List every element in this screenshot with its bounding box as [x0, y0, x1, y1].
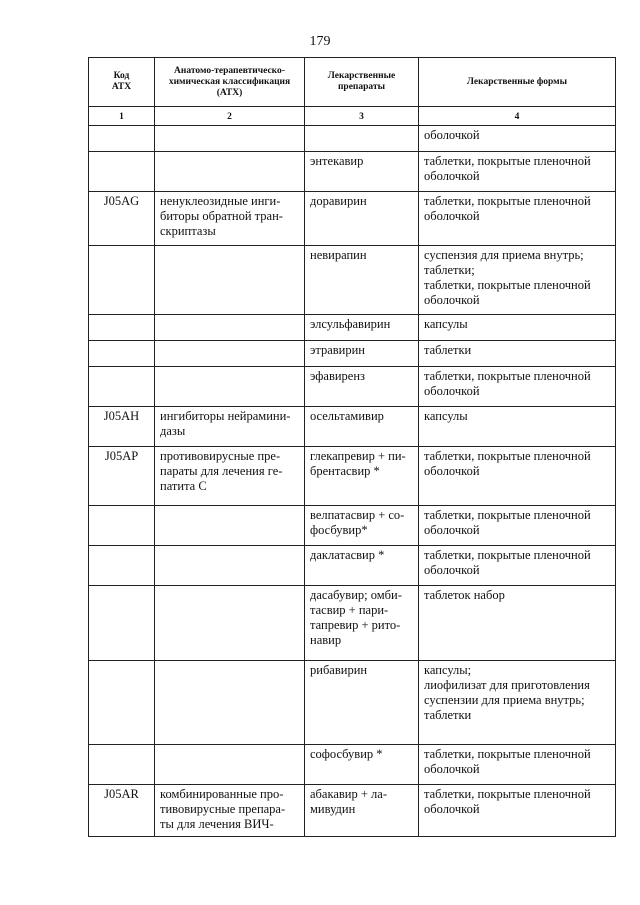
dosage-form-cell: таблетки, покрытые пленочной оболочкой [419, 506, 616, 546]
table-row [89, 341, 616, 367]
drug-name-cell: элсульфавирин [305, 315, 419, 341]
dosage-form-cell: капсулы; лиофилизат для приготовления суспензии для приема внутрь; таблетки [419, 661, 616, 745]
table-row [89, 586, 616, 661]
drug-name-cell: осельтамивир [305, 407, 419, 447]
atc-code-cell: J05AH [89, 407, 155, 447]
table-row [89, 315, 616, 341]
dosage-form-cell: таблетки, покрытые пленочной оболочкой [419, 152, 616, 192]
atc-code-cell: J05AG [89, 192, 155, 246]
drug-name-cell: этравирин [305, 341, 419, 367]
atc-code-cell [89, 546, 155, 586]
drug-classification-table [88, 57, 616, 837]
header-drugs: Лекарственные препараты [305, 58, 419, 107]
table-row [89, 785, 616, 837]
atc-code-cell [89, 126, 155, 152]
drug-name-cell: невирапин [305, 246, 419, 315]
dosage-form-cell: оболочкой [419, 126, 616, 152]
column-number-row [89, 107, 616, 126]
dosage-form-cell: капсулы [419, 407, 616, 447]
classification-cell [155, 315, 305, 341]
classification-cell: комбинированные про- тивовирусные препара- ты для лечения ВИЧ- [155, 785, 305, 837]
atc-code-cell [89, 341, 155, 367]
table-row [89, 447, 616, 506]
drug-name-cell: рибавирин [305, 661, 419, 745]
atc-code-cell [89, 745, 155, 785]
header-atc-classification: Анатомо-терапевтическо- химическая классификация (АТХ) [155, 58, 305, 107]
drug-name-cell: эфавиренз [305, 367, 419, 407]
header-dosage-forms: Лекарственные формы [419, 58, 616, 107]
classification-cell: противовирусные пре- параты для лечения ге- патита С [155, 447, 305, 506]
drug-name-cell: софосбувир * [305, 745, 419, 785]
atc-code-cell [89, 152, 155, 192]
atc-code-cell: J05AP [89, 447, 155, 506]
classification-cell [155, 126, 305, 152]
dosage-form-cell: таблетки, покрытые пленочной оболочкой [419, 192, 616, 246]
atc-code-cell: J05AR [89, 785, 155, 837]
header-row [89, 58, 616, 107]
classification-cell [155, 246, 305, 315]
drug-name-cell [305, 126, 419, 152]
table-row [89, 152, 616, 192]
classification-cell [155, 661, 305, 745]
table-row [89, 407, 616, 447]
column-number: 4 [419, 107, 616, 126]
dosage-form-cell: таблетки, покрытые пленочной оболочкой [419, 546, 616, 586]
table-row [89, 506, 616, 546]
column-number: 3 [305, 107, 419, 126]
atc-code-cell [89, 661, 155, 745]
classification-cell [155, 506, 305, 546]
drug-name-cell: доравирин [305, 192, 419, 246]
table-row [89, 546, 616, 586]
classification-cell [155, 341, 305, 367]
classification-cell [155, 546, 305, 586]
table-row [89, 192, 616, 246]
classification-cell [155, 367, 305, 407]
table-row [89, 367, 616, 407]
atc-code-cell [89, 246, 155, 315]
dosage-form-cell: капсулы [419, 315, 616, 341]
dosage-form-cell: таблеток набор [419, 586, 616, 661]
drug-name-cell: энтекавир [305, 152, 419, 192]
classification-cell [155, 152, 305, 192]
drug-name-cell: даклатасвир * [305, 546, 419, 586]
atc-code-cell [89, 367, 155, 407]
dosage-form-cell: суспензия для приема внутрь; таблетки; таблетки, покрытые пленочной оболочкой [419, 246, 616, 315]
drug-name-cell: глекапревир + пи- брентасвир * [305, 447, 419, 506]
atc-code-cell [89, 586, 155, 661]
dosage-form-cell: таблетки, покрытые пленочной оболочкой [419, 367, 616, 407]
dosage-form-cell: таблетки, покрытые пленочной оболочкой [419, 785, 616, 837]
atc-code-cell [89, 315, 155, 341]
drug-name-cell: абакавир + ла- мивудин [305, 785, 419, 837]
classification-cell: ингибиторы нейрамини- дазы [155, 407, 305, 447]
table-row [89, 126, 616, 152]
page-number: 179 [309, 34, 331, 49]
drug-name-cell: велпатасвир + со- фосбувир* [305, 506, 419, 546]
dosage-form-cell: таблетки, покрытые пленочной оболочкой [419, 745, 616, 785]
header-atc-code: Код АТХ [89, 58, 155, 107]
classification-cell: ненуклеозидные инги- биторы обратной тран- скриптазы [155, 192, 305, 246]
dosage-form-cell: таблетки [419, 341, 616, 367]
column-number: 1 [89, 107, 155, 126]
atc-code-cell [89, 506, 155, 546]
table-row [89, 246, 616, 315]
table-row [89, 661, 616, 745]
classification-cell [155, 745, 305, 785]
dosage-form-cell: таблетки, покрытые пленочной оболочкой [419, 447, 616, 506]
classification-cell [155, 586, 305, 661]
table-row [89, 745, 616, 785]
column-number: 2 [155, 107, 305, 126]
drug-name-cell: дасабувир; омби- тасвир + пари- тапревир + рито- навир [305, 586, 419, 661]
